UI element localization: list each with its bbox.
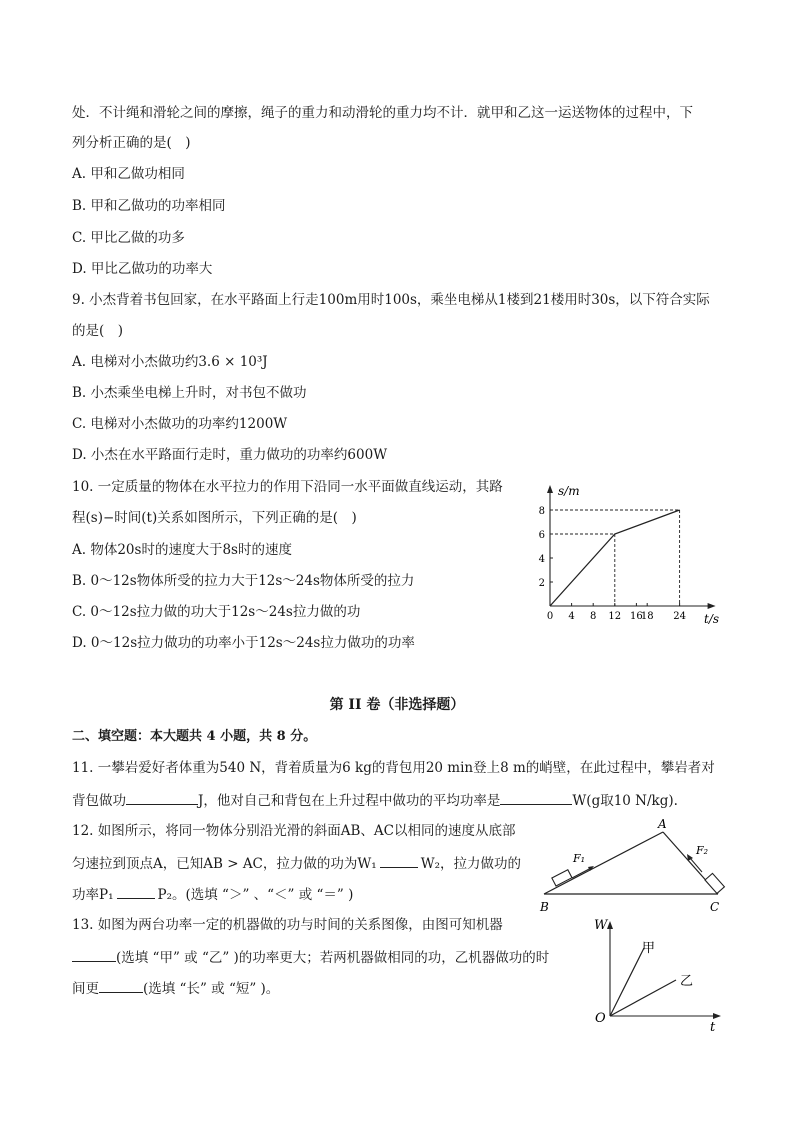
line-jia [610, 948, 644, 1016]
q11-line2 [72, 790, 678, 810]
x-axis-label: t/s [704, 612, 720, 626]
q11-text-c: W(g取10 N/kg). [572, 793, 678, 809]
q8-line2: 列分析正确的是( ) [72, 135, 191, 151]
label-w: W [594, 918, 608, 933]
q11-blank-1[interactable] [126, 790, 198, 805]
q13-blank-1[interactable] [72, 947, 116, 962]
w-axis-arrow [607, 921, 613, 929]
q9-line2: 的是( ) [72, 323, 124, 339]
q8-option-a: A. 甲和乙做功相同 [72, 166, 185, 182]
q12-blank-1[interactable] [380, 853, 418, 868]
section-heading: 二、填空题：本大题共 4 小题，共 8 分。 [72, 729, 317, 744]
x-tick-label: 18 [640, 611, 654, 622]
y-axis-arrow [547, 485, 553, 493]
q13-line1: 13. 如图为两台功率一定的机器做的功与时间的关系图像，由图可知机器 [72, 917, 503, 933]
label-f1: F₁ [573, 852, 586, 865]
section-title: 第 II 卷（非选择题） [329, 697, 465, 713]
q9-option-d: D. 小杰在水平路面行走时，重力做功的功率约600W [72, 447, 388, 463]
q12-line1: 12. 如图所示，将同一物体分别沿光滑的斜面AB、AC以相同的速度从底部 [72, 823, 516, 839]
q11-text-a: 背包做功 [72, 793, 126, 809]
label-t: t [710, 1020, 716, 1035]
label-yi: 乙 [680, 974, 694, 989]
q11-blank-2[interactable] [500, 790, 572, 805]
q13-text-a: (选填 “甲” 或 “乙” )的功率更大；若两机器做相同的功，乙机器做功的时 [116, 950, 550, 966]
block-on-ab [552, 870, 572, 886]
x-tick-label: 24 [673, 611, 686, 622]
incline-figure [536, 818, 732, 916]
force-f1-arrow [572, 868, 591, 878]
q11-line1: 11. 一攀岩爱好者体重为540 N，背着质量为6 kg的背包用20 min登上8 m的峭壁，在此过程中，攀岩者对 [72, 760, 715, 776]
y-tick-label: 4 [538, 554, 545, 565]
x-tick-label: 0 [546, 611, 554, 622]
q10-option-c: C. 0～12s拉力做的功大于12s～24s拉力做的功 [72, 604, 361, 620]
q9-option-b: B. 小杰乘坐电梯上升时，对书包不做功 [72, 385, 307, 401]
q12-line2 [72, 853, 521, 873]
label-jia: 甲 [642, 941, 656, 956]
x-tick-label: 12 [608, 611, 622, 622]
label-f2: F₂ [696, 844, 709, 857]
x-tick-label: 8 [590, 611, 597, 622]
q8-option-c: C. 甲比乙做的功多 [72, 230, 185, 246]
y-tick-label: 6 [538, 530, 545, 541]
label-b: B [540, 900, 549, 914]
block-on-ac [705, 873, 724, 893]
q12-line3 [72, 884, 353, 904]
q10-option-b: B. 0～12s物体所受的拉力大于12s～24s物体所受的拉力 [72, 573, 415, 589]
q8-option-d: D. 甲比乙做功的功率大 [72, 261, 213, 277]
t-axis-arrow [713, 1013, 721, 1019]
q8-line1: 处．不计绳和滑轮之间的摩擦，绳子的重力和动滑轮的重力均不计．就甲和乙这一运送物体的过程中，下 [72, 105, 693, 121]
q10-option-a: A. 物体20s时的速度大于8s时的速度 [72, 542, 292, 558]
chart-ticks [539, 506, 686, 622]
y-axis-label: s/m [558, 484, 580, 498]
q13-text-c: (选填 “长” 或 “短” )。 [143, 981, 280, 997]
q13-blank-2[interactable] [99, 978, 143, 993]
q10-option-d: D. 0～12s拉力做功的功率小于12s～24s拉力做功的功率 [72, 635, 415, 651]
q8-option-b: B. 甲和乙做功的功率相同 [72, 198, 226, 214]
incline-ab [544, 832, 663, 894]
q12-text-a: 匀速拉到顶点A，已知AB > AC，拉力做的功为W₁ [72, 856, 377, 872]
q10-line2: 程(s)−时间(t)关系如图所示，下列正确的是( ) [72, 510, 357, 526]
y-tick-label: 8 [538, 506, 545, 517]
label-o: O [595, 1011, 606, 1026]
q9-option-c: C. 电梯对小杰做功的功率约1200W [72, 416, 288, 432]
x-tick-label: 16 [630, 611, 643, 622]
line-yi [610, 980, 676, 1016]
label-c: C [710, 900, 720, 914]
work-time-figure [586, 912, 736, 1037]
q9-option-a: A. 电梯对小杰做功约3.6 × 10³J [72, 354, 268, 370]
q12-text-d: P₂。(选填 “＞” 、“＜” 或 “＝” ) [157, 887, 354, 903]
q9-line1: 9. 小杰背着书包回家，在水平路面上行走100m用时100s，乘坐电梯从1楼到21楼用时30s，以下符合实际 [72, 292, 710, 308]
q12-text-b: W₂，拉力做功的 [420, 856, 521, 872]
y-tick-label: 2 [538, 578, 545, 589]
q12-text-c: 功率P₁ [72, 887, 114, 903]
x-axis-arrow [708, 603, 716, 609]
distance-time-chart [530, 478, 730, 628]
q13-text-b: 间更 [72, 981, 99, 997]
x-tick-label: 4 [568, 611, 575, 622]
label-a: A [658, 818, 667, 831]
chart-guides [550, 510, 680, 606]
q12-blank-2[interactable] [117, 884, 155, 899]
q13-line3 [72, 978, 279, 998]
q13-line2 [72, 947, 549, 967]
chart-axes [547, 485, 716, 609]
q11-text-b: J，他对自己和背包在上升过程中做功的平均功率是 [198, 793, 501, 809]
q10-line1: 10. 一定质量的物体在水平拉力的作用下沿同一水平面做直线运动，其路 [72, 479, 503, 495]
